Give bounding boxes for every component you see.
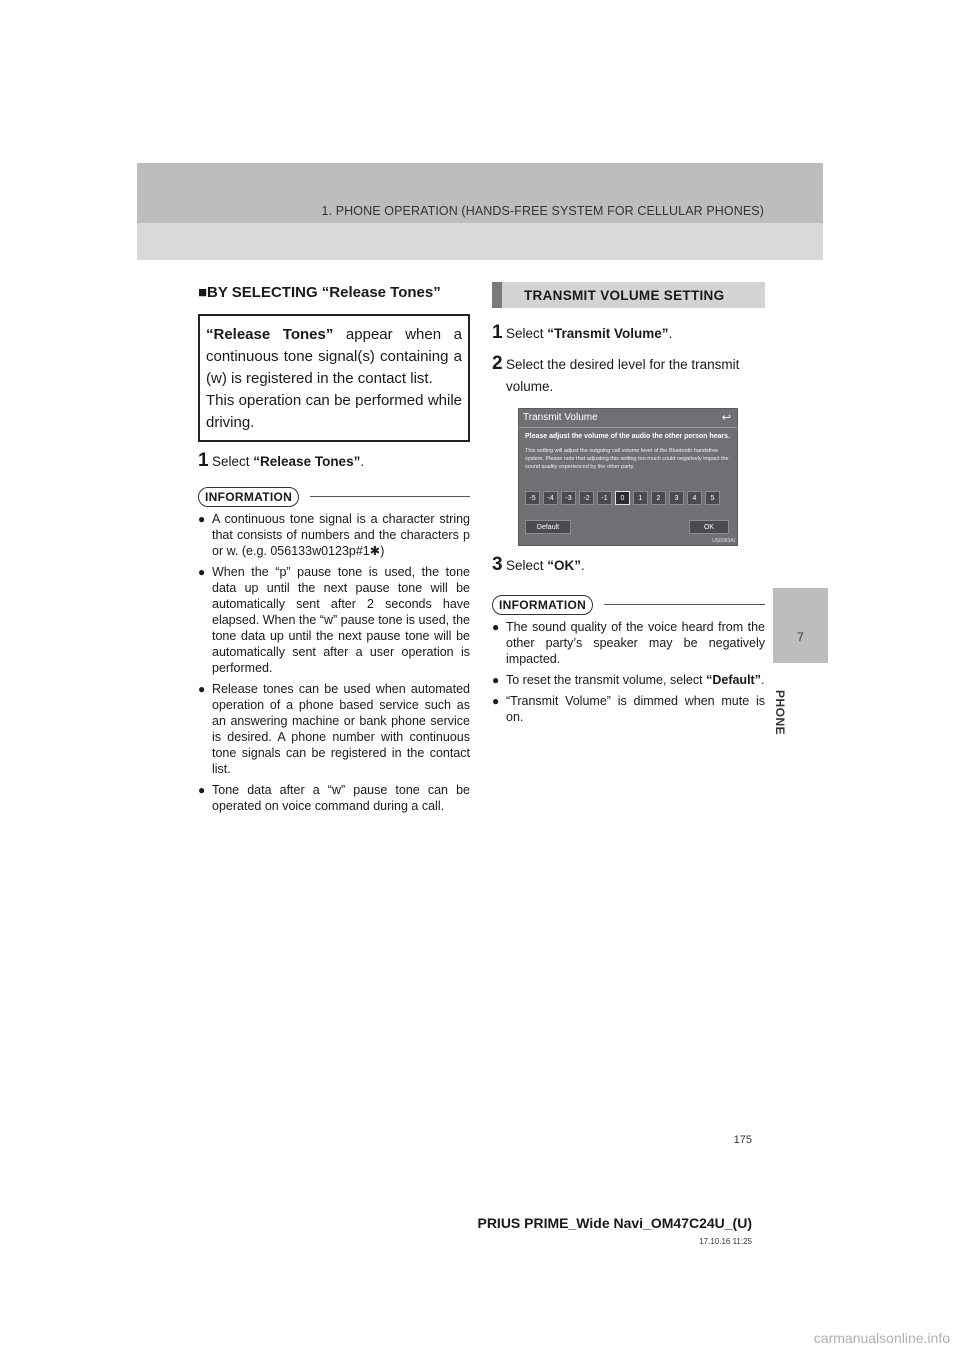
chapter-tab [773, 588, 828, 663]
step-number: 2 [492, 353, 503, 374]
note-text: appear when a continuous tone signal(s) containing a (w) is registered in the contact list. [206, 326, 462, 387]
step-pre: Select [506, 558, 548, 573]
bullet-dot-icon: ● [198, 512, 206, 526]
bullet-pre: To reset the transmit volume, select [506, 673, 707, 687]
info-bullet [198, 564, 470, 676]
volume-level-button[interactable]: 1 [633, 491, 648, 505]
step-number: 1 [198, 450, 209, 471]
volume-level-button[interactable]: -1 [597, 491, 612, 505]
section-bar-transmit-volume [492, 282, 765, 308]
bullet-dot-icon: ● [492, 673, 500, 687]
information-label: INFORMATION [492, 595, 593, 615]
volume-level-button[interactable]: 0 [615, 491, 630, 505]
info-bullet [492, 619, 765, 667]
chapter-number: 7 [797, 630, 804, 644]
left-column [198, 282, 470, 819]
manual-title: PRIUS PRIME_Wide Navi_OM47C24U_(U) [477, 1215, 752, 1231]
info-bullet [198, 782, 470, 814]
info-bullet [198, 511, 470, 559]
print-date: 17.10.16 11:25 [699, 1237, 752, 1246]
step-number: 1 [492, 322, 503, 343]
step-text [212, 451, 470, 473]
info-bullet [492, 672, 765, 688]
release-tones-note-box [198, 314, 470, 442]
info-bullet [492, 693, 765, 725]
screen-header-rule [519, 427, 737, 428]
volume-level-button[interactable]: -3 [561, 491, 576, 505]
bullet-dot-icon: ● [492, 694, 500, 708]
ok-button[interactable]: OK [689, 520, 729, 534]
bullet-text: “Transmit Volume” is dimmed when mute is on. [506, 694, 765, 724]
information-label: INFORMATION [198, 487, 299, 507]
default-button[interactable]: Default [525, 520, 571, 534]
section-title: TRANSMIT VOLUME SETTING [524, 287, 725, 303]
chapter-label: PHONE [773, 690, 787, 736]
note-paragraph-2: This operation can be performed while driving. [206, 392, 462, 431]
note-paragraph-1 [206, 324, 462, 390]
screen-title: Transmit Volume [523, 412, 598, 423]
step-post: . [668, 326, 673, 341]
screen-instruction: Please adjust the volume of the audio the other person hears. [525, 433, 730, 440]
note-bold: “Release Tones” [206, 326, 334, 343]
volume-level-button[interactable]: -5 [525, 491, 540, 505]
right-column [492, 282, 765, 730]
bullet-dot-icon: ● [198, 682, 206, 696]
page-number: 175 [733, 1134, 752, 1146]
right-info-bullets [492, 619, 765, 725]
volume-level-button[interactable]: 3 [669, 491, 684, 505]
bullet-text: Release tones can be used when automated operation of a phone based service such as an answering machine or bank phone service is desired. A phone number with continuous tone signals can be registered in the contact list. [212, 682, 470, 776]
bullet-text [506, 672, 765, 688]
left-info-bullets [198, 511, 470, 814]
chapter-label-wrap [775, 690, 791, 750]
volume-level-button[interactable]: 5 [705, 491, 720, 505]
step-post: . [360, 454, 365, 469]
information-rule [310, 496, 470, 497]
bullet-dot-icon: ● [198, 783, 206, 797]
volume-level-row [525, 491, 720, 505]
screen-description: This setting will adjust the outgoing call volume level of the Bluetooth handsfree system. Please note that adjusting this setting too much could negatively impact the sound quality experienced by the other party. [525, 448, 729, 470]
volume-level-button[interactable]: -4 [543, 491, 558, 505]
section-marker [492, 282, 502, 308]
bullet-text: A continuous tone signal is a character string that consists of numbers and the characters p or w. (e.g. 056133w0123p#1✱) [212, 512, 470, 558]
volume-level-button[interactable]: 4 [687, 491, 702, 505]
figure-code: US6083AI [712, 538, 735, 544]
information-rule [604, 604, 765, 605]
step-number: 3 [492, 554, 503, 575]
step-bold: “OK” [547, 558, 582, 573]
bullet-text: Tone data after a “w” pause tone can be operated on voice command during a call. [212, 783, 470, 813]
transmit-volume-screenshot [518, 408, 738, 546]
step-text [506, 323, 765, 345]
bullet-bold: “Default” [706, 673, 761, 687]
step-post: . [581, 558, 585, 573]
right-step-3 [492, 554, 765, 577]
right-step-1 [492, 322, 765, 345]
step-text: Select the desired level for the transmit volume. [506, 357, 740, 394]
step-pre: Select [212, 454, 254, 469]
section-heading-release-tones: ■BY SELECTING “Release Tones” [198, 284, 441, 301]
bullet-text: The sound quality of the voice heard from the other party’s speaker may be negatively impacted. [506, 620, 765, 666]
step-bold: “Release Tones” [253, 454, 361, 469]
left-step-1 [198, 450, 470, 473]
step-pre: Select [506, 326, 548, 341]
watermark: carmanualsonline.info [813, 1330, 950, 1346]
back-arrow-icon[interactable]: ↩ [721, 412, 731, 424]
bullet-dot-icon: ● [492, 620, 500, 634]
step-bold: “Transmit Volume” [547, 326, 669, 341]
bullet-dot-icon: ● [198, 565, 206, 579]
volume-level-button[interactable]: -2 [579, 491, 594, 505]
volume-level-button[interactable]: 2 [651, 491, 666, 505]
right-step-2 [492, 353, 765, 398]
info-bullet [198, 681, 470, 777]
bullet-text: When the “p” pause tone is used, the tone data up until the next pause tone will be automatically sent after 2 seconds have elapsed. When the “w” pause tone is used, the tone data up until the next pause tone will be automatically sent after a user operation is performed. [212, 565, 470, 675]
step-text [506, 555, 765, 577]
chapter-title: 1. PHONE OPERATION (HANDS-FREE SYSTEM FOR CELLULAR PHONES) [321, 204, 764, 218]
bullet-post: . [760, 673, 765, 687]
